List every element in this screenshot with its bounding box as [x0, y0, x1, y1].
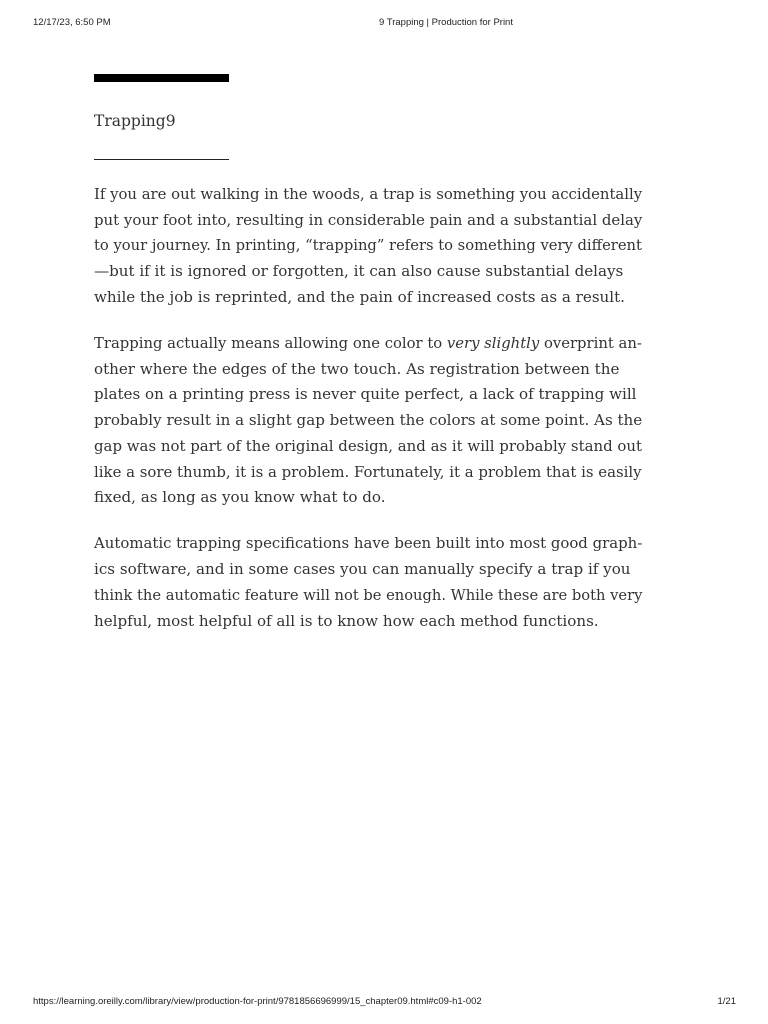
- emphasis-text: very slightly: [446, 334, 540, 353]
- text-line: probably result in a slight gap between the colors at some point. As the: [94, 411, 643, 430]
- text-line: like a sore thumb, it is a problem. Fortunately, it a problem that is easily: [94, 462, 642, 481]
- page-number: 1/21: [717, 996, 736, 1007]
- text-line: put your foot into, resulting in considerable pain and a substantial delay: [94, 210, 643, 229]
- paragraph-2: [94, 331, 642, 511]
- page-url: https://learning.oreilly.com/library/view/production-for-print/9781856696999/15_chapter09.html#c09-h1-002: [33, 996, 482, 1007]
- text-line: other where the edges of the two touch. As registration between the: [94, 359, 620, 378]
- text-line: gap was not part of the original design, and as it will probably stand out: [94, 436, 643, 455]
- print-date: 12/17/23, 6:50 PM: [33, 17, 111, 28]
- text-line: think the automatic feature will not be enough. While these are both very: [94, 585, 643, 604]
- text-line: —but if it is ignored or forgotten, it can also cause substantial delays: [94, 262, 624, 281]
- print-header: [0, 17, 768, 31]
- chapter-heading-bar: [94, 74, 229, 82]
- text-segment: overprint an-: [539, 334, 642, 353]
- text-line: helpful, most helpful of all is to know how each method functions.: [94, 611, 599, 630]
- text-line: to your journey. In printing, “trapping” refers to something very different: [94, 236, 642, 255]
- text-line: [94, 331, 642, 357]
- chapter-title: Trapping9: [94, 112, 176, 130]
- text-line: If you are out walking in the woods, a trap is something you accidentally: [94, 185, 643, 203]
- text-line: Automatic trapping specifications have been built into most good graph-: [94, 534, 643, 553]
- chapter-heading-rule: [94, 159, 229, 160]
- chapter-body: [94, 182, 642, 655]
- text-line: while the job is reprinted, and the pain of increased costs as a result.: [94, 287, 625, 306]
- text-line: plates on a printing press is never quite perfect, a lack of trapping will: [94, 385, 637, 404]
- paragraph-3: [94, 531, 642, 634]
- print-page-title: 9 Trapping | Production for Print: [379, 17, 513, 28]
- text-line: ics software, and in some cases you can manually specify a trap if you: [94, 560, 631, 579]
- text-segment: Trapping actually means allowing one color to: [94, 334, 447, 353]
- paragraph-1: [94, 182, 642, 311]
- print-footer: [0, 996, 768, 1010]
- text-line: fixed, as long as you know what to do.: [94, 488, 386, 507]
